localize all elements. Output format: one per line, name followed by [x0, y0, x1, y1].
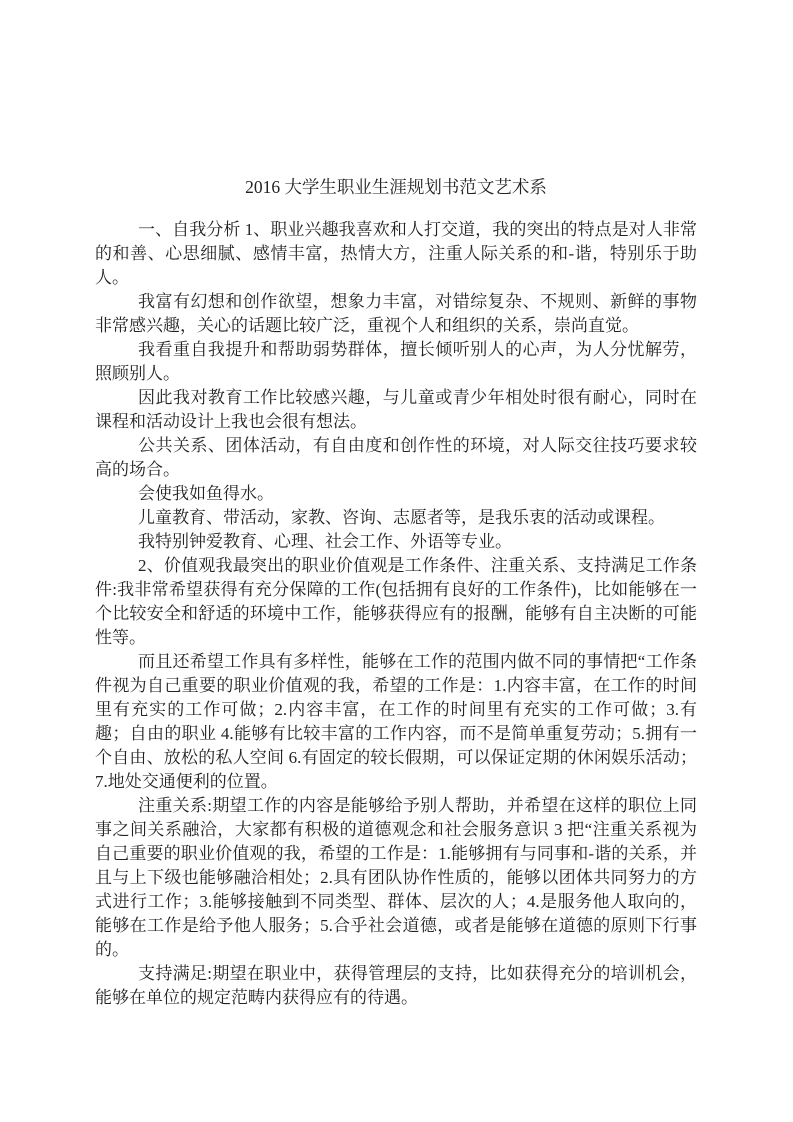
document-body [95, 218, 697, 1010]
document-title: 2016 大学生职业生涯规划书范文艺术系 [245, 177, 547, 197]
paragraph: 我富有幻想和创作欲望，想象力丰富，对错综复杂、不规则、新鲜的事物非常感兴趣，关心的话题比较广泛，重视个人和组织的关系，崇尚直觉。 [95, 292, 697, 335]
paragraph: 因此我对教育工作比较感兴趣，与儿童或青少年相处时很有耐心，同时在课程和活动设计上我也会很有想法。 [95, 388, 697, 431]
paragraph: 我特别钟爱教育、心理、社会工作、外语等专业。 [138, 532, 512, 551]
paragraph: 注重关系:期望工作的内容是能够给予别人帮助，并希望在这样的职位上同事之间关系融洽，大家都有积极的道德观念和社会服务意识 3 把“注重关系视为自己重要的职业价值观的我，希望的工作是：1.能够拥有与同事和-谐的关系，并且与上下级也能够融洽相处；2.具有团队协作性质的，能够以团体共同努力的方式进行工作；3.能够接触到不同类型、群体、层次的人；4.是服务他人取向的，能够在工作是给予他人服务；5.合乎社会道德，或者是能够在道德的原则下行事的。 [95, 796, 697, 959]
paragraph: 支持满足:期望在职业中，获得管理层的支持，比如获得充分的培训机会，能够在单位的规定范畴内获得应有的待遇。 [95, 964, 697, 1007]
paragraph: 公共关系、团体活动，有自由度和创作性的环境，对人际交往技巧要求较高的场合。 [95, 436, 697, 479]
paragraph: 一、自我分析 1、职业兴趣我喜欢和人打交道，我的突出的特点是对人非常的和善、心思细腻、感情丰富，热情大方，注重人际关系的和-谐，特别乐于助人。 [95, 220, 697, 287]
paragraph: 儿童教育、带活动，家教、咨询、志愿者等，是我乐衷的活动或课程。 [138, 508, 665, 527]
paragraph: 我看重自我提升和帮助弱势群体，擅长倾听别人的心声，为人分忧解劳，照顾别人。 [95, 340, 697, 383]
paragraph: 会使我如鱼得水。 [138, 484, 274, 503]
paragraph: 2、价值观我最突出的职业价值观是工作条件、注重关系、支持满足工作条件:我非常希望获得有充分保障的工作(包括拥有良好的工作条件)，比如能够在一个比较安全和舒适的环境中工作，能够获得应有的报酬，能够有自主决断的可能性等。 [95, 556, 697, 647]
paragraph: 而且还希望工作具有多样性，能够在工作的范围内做不同的事情把“工作条件视为自己重要的职业价值观的我，希望的工作是：1.内容丰富，在工作的时间里有充实的工作可做；2.内容丰富，在工作的时间里有充实的工作可做；3.有趣；自由的职业 4.能够有比较丰富的工作内容，而不是简单重复劳动；5.拥有一个自由、放松的私人空间 6.有固定的较长假期，可以保证定期的休闲娱乐活动；7.地处交通便利的位置。 [95, 652, 697, 791]
